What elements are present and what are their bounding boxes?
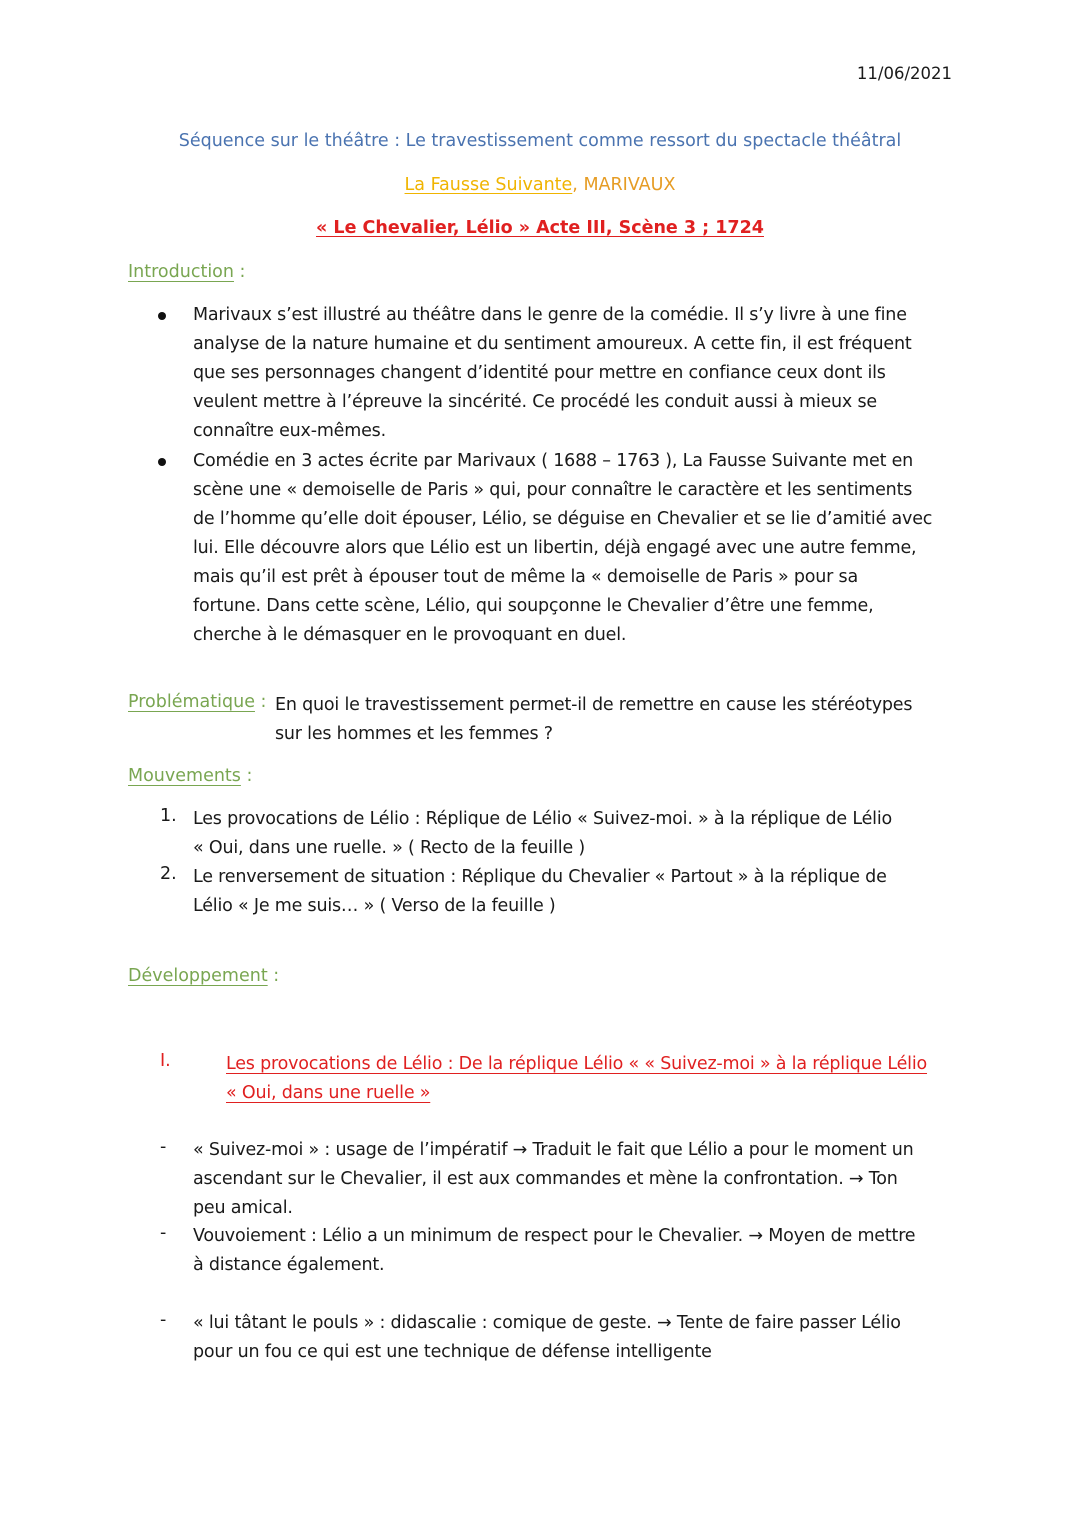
- text-line: « Oui, dans une ruelle »: [226, 1083, 431, 1103]
- text-line: Les provocations de Lélio : Réplique de Lélio « Suivez-moi. » à la réplique de Lélio: [193, 809, 892, 829]
- developpement-heading: [128, 966, 279, 986]
- mouvements-heading-label: Mouvements: [128, 766, 241, 786]
- play-line: [0, 175, 1080, 195]
- bullet-icon: [158, 312, 166, 320]
- text-line: fortune. Dans cette scène, Lélio, qui soupçonne le Chevalier d’être une femme,: [193, 596, 874, 616]
- document-date: 11/06/2021: [856, 64, 952, 83]
- introduction-heading: [128, 262, 245, 282]
- text-line: peu amical.: [193, 1198, 293, 1218]
- text-line: Le renversement de situation : Réplique du Chevalier « Partout » à la réplique de: [193, 867, 887, 887]
- text-line: ascendant sur le Chevalier, il est aux commandes et mène la confrontation. → Ton: [193, 1169, 898, 1189]
- part-title: [226, 1050, 927, 1108]
- text-line: « lui tâtant le pouls » : didascalie : comique de geste. → Tente de faire passer Lélio: [193, 1313, 901, 1333]
- text-line: cherche à le démasquer en le provoquant en duel.: [193, 625, 627, 645]
- problematique-heading-label: Problématique: [128, 692, 255, 712]
- play-separator: ,: [572, 175, 578, 195]
- text-line: que ses personnages changent d’identité pour mettre en confiance ceux dont ils: [193, 363, 886, 383]
- text-line: connaître eux-mêmes.: [193, 421, 386, 441]
- text-line: mais qu’il est prêt à épouser tout de même la « demoiselle de Paris » pour sa: [193, 567, 858, 587]
- play-title: La Fausse Suivante: [404, 175, 573, 195]
- analysis-point-1: [193, 1136, 953, 1223]
- developpement-colon: :: [267, 966, 280, 986]
- problematique-text: [275, 691, 912, 749]
- intro-bullet-1: [193, 301, 953, 446]
- movement-item-1: [193, 805, 953, 863]
- intro-bullet-2: [193, 447, 953, 650]
- text-line: En quoi le travestissement permet-il de remettre en cause les stéréotypes: [275, 695, 913, 715]
- mouvements-colon: :: [240, 766, 253, 786]
- text-line: Les provocations de Lélio : De la réplique Lélio « « Suivez-moi » à la réplique Lélio: [226, 1054, 928, 1074]
- text-line: « Oui, dans une ruelle. » ( Recto de la feuille ): [193, 838, 586, 858]
- play-author: MARIVAUX: [577, 175, 676, 195]
- dash-marker: -: [160, 1137, 167, 1157]
- movement-number: 1.: [160, 806, 177, 826]
- text-line: scène une « demoiselle de Paris » qui, pour connaître le caractère et les sentiments: [193, 480, 913, 500]
- movement-item-2: [193, 863, 953, 921]
- text-line: pour un fou ce qui est une technique de défense intelligente: [193, 1342, 712, 1362]
- text-line: à distance également.: [193, 1255, 385, 1275]
- sequence-title: Séquence sur le théâtre : Le travestissement comme ressort du spectacle théâtral: [178, 131, 902, 151]
- dash-marker: -: [160, 1310, 167, 1330]
- text-line: « Suivez-moi » : usage de l’impératif → Traduit le fait que Lélio a pour le moment un: [193, 1140, 914, 1160]
- part-number: I.: [160, 1051, 171, 1071]
- movement-number: 2.: [160, 864, 177, 884]
- text-line: analyse de la nature humaine et du sentiment amoureux. A cette fin, il est fréquent: [193, 334, 912, 354]
- developpement-heading-label: Développement: [128, 966, 268, 986]
- bullet-icon: [158, 458, 166, 466]
- problematique-colon: :: [254, 692, 267, 712]
- text-line: Lélio « Je me suis… » ( Verso de la feuille ): [193, 896, 556, 916]
- text-line: Comédie en 3 actes écrite par Marivaux ( 1688 – 1763 ), La Fausse Suivante met en: [193, 451, 914, 471]
- introduction-colon: :: [233, 262, 246, 282]
- analysis-point-3: [193, 1309, 953, 1367]
- text-line: sur les hommes et les femmes ?: [275, 724, 553, 744]
- text-line: lui. Elle découvre alors que Lélio est un libertin, déjà engagé avec une autre femme,: [193, 538, 917, 558]
- problematique-heading: [128, 692, 266, 712]
- text-line: veulent mettre à l’épreuve la sincérité. Ce procédé les conduit aussi à mieux se: [193, 392, 877, 412]
- scene-title: « Le Chevalier, Lélio » Acte III, Scène 3 ; 1724: [316, 218, 764, 238]
- analysis-point-2: [193, 1222, 953, 1280]
- dash-marker: -: [160, 1223, 167, 1243]
- text-line: Vouvoiement : Lélio a un minimum de respect pour le Chevalier. → Moyen de mettre: [193, 1226, 916, 1246]
- introduction-heading-label: Introduction: [128, 262, 234, 282]
- text-line: Marivaux s’est illustré au théâtre dans le genre de la comédie. Il s’y livre à une fine: [193, 305, 907, 325]
- mouvements-heading: [128, 766, 252, 786]
- text-line: de l’homme qu’elle doit épouser, Lélio, se déguise en Chevalier et se lie d’amitié avec: [193, 509, 933, 529]
